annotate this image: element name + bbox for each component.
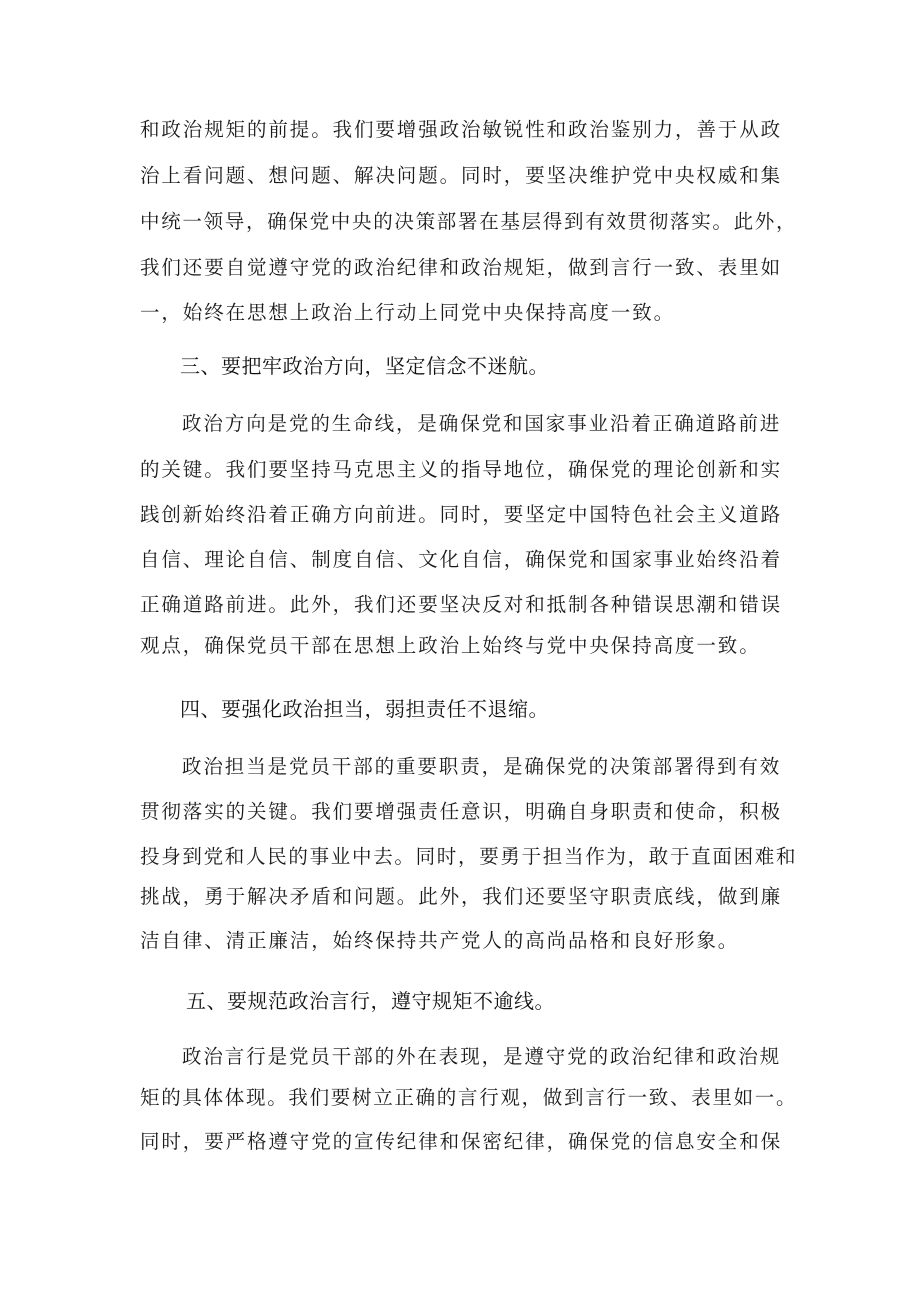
paragraph-line: 同时，要严格遵守党的宣传纪律和保密纪律，确保党的信息安全和保 xyxy=(140,1130,783,1153)
section-heading-5: 五、要规范政治言行，遵守规矩不逾线。 xyxy=(186,989,555,1013)
paragraph-line: 政治担当是党员干部的重要职责，是确保党的决策部署得到有效 xyxy=(182,755,782,778)
paragraph-line: 我们还要自觉遵守党的政治纪律和政治规矩，做到言行一致、表里如 xyxy=(140,256,783,279)
paragraph-line: 洁自律、清正廉洁，始终保持共产党人的高尚品格和良好形象。 xyxy=(140,929,740,952)
paragraph-line: 治上看问题、想问题、解决问题。同时，要坚决维护党中央权威和集 xyxy=(140,164,783,187)
paragraph-line: 的关键。我们要坚持马克思主义的指导地位，确保党的理论创新和实 xyxy=(140,458,783,481)
paragraph-line: 挑战，勇于解决矛盾和问题。此外，我们还要坚守职责底线，做到廉 xyxy=(140,885,783,908)
paragraph-line: 政治方向是党的生命线，是确保党和国家事业沿着正确道路前进 xyxy=(182,412,782,435)
paragraph-line: 和政治规矩的前提。我们要增强政治敏锐性和政治鉴别力，善于从政 xyxy=(140,118,783,141)
paragraph-line: 一，始终在思想上政治上行动上同党中央保持高度一致。 xyxy=(140,301,676,324)
section-heading-3: 三、要把牢政治方向，坚定信念不迷航。 xyxy=(180,354,549,378)
paragraph-line: 中统一领导，确保党中央的决策部署在基层得到有效贯彻落实。此外， xyxy=(140,210,798,233)
paragraph-line: 践创新始终沿着正确方向前进。同时，要坚定中国特色社会主义道路 xyxy=(140,503,783,526)
paragraph-line: 投身到党和人民的事业中去。同时，要勇于担当作为，敢于直面困难和 xyxy=(140,845,798,868)
paragraph-line: 政治言行是党员干部的外在表现，是遵守党的政治纪律和政治规 xyxy=(182,1045,782,1068)
paragraph-line: 矩的具体体现。我们要树立正确的言行观，做到言行一致、表里如一。 xyxy=(140,1086,798,1109)
paragraph-line: 贯彻落实的关键。我们要增强责任意识，明确自身职责和使命，积极 xyxy=(140,800,783,823)
paragraph-line: 正确道路前进。此外，我们还要坚决反对和抵制各种错误思潮和错误 xyxy=(140,593,783,616)
paragraph-line: 观点，确保党员干部在思想上政治上始终与党中央保持高度一致。 xyxy=(140,634,761,657)
section-heading-4: 四、要强化政治担当，弱担责任不退缩。 xyxy=(180,697,549,721)
paragraph-line: 自信、理论自信、制度自信、文化自信，确保党和国家事业始终沿着 xyxy=(140,548,783,571)
